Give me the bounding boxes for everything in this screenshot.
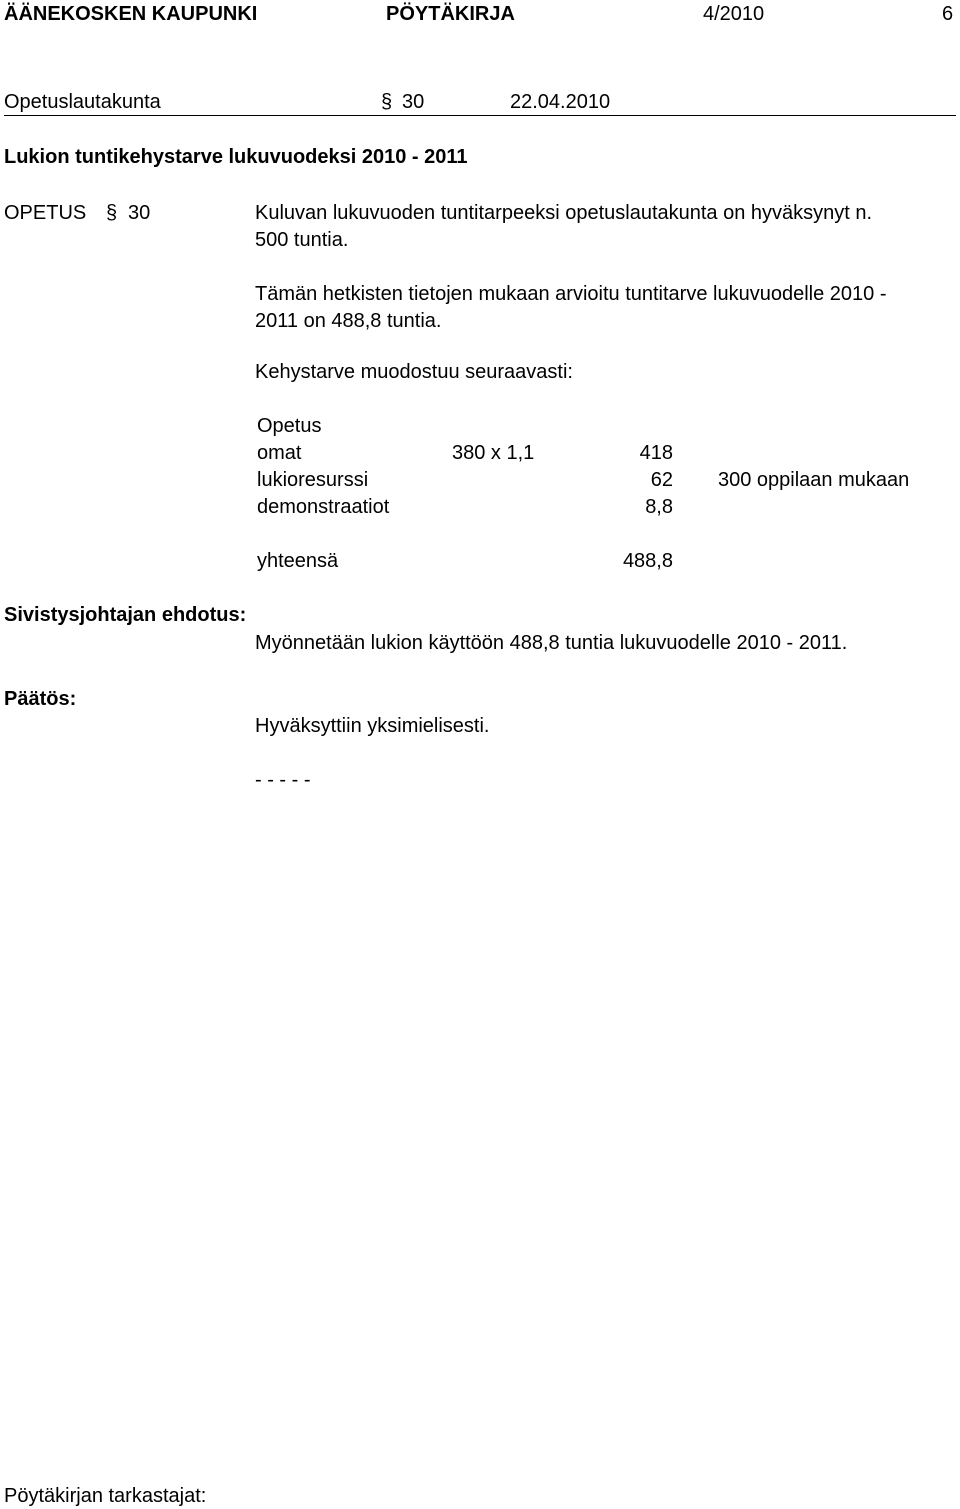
paragraph-1-line-2: 500 tuntia. — [255, 229, 349, 251]
meeting-date: 22.04.2010 — [510, 91, 611, 113]
item-section-symbol-icon: § — [106, 202, 118, 224]
decision-label: Päätös: — [4, 688, 77, 710]
row-calc: 380 x 1,1 — [452, 442, 535, 464]
row-label: lukioresurssi — [257, 469, 369, 491]
row-label: demonstraatiot — [257, 496, 390, 518]
paragraph-3: Kehystarve muodostuu seuraavasti: — [255, 361, 573, 383]
row-value: 418 — [639, 442, 673, 464]
row-value: 62 — [650, 469, 673, 491]
paragraph-2-line-2: 2011 on 488,8 tuntia. — [255, 310, 442, 332]
meeting-section-number: 30 — [402, 91, 425, 113]
organization-name: ÄÄNEKOSKEN KAUPUNKI — [4, 3, 258, 25]
total-label: yhteensä — [257, 550, 339, 572]
footer-reviewers-label: Pöytäkirjan tarkastajat: — [4, 1485, 207, 1507]
document-type: PÖYTÄKIRJA — [386, 3, 515, 25]
breakdown-heading: Opetus — [257, 415, 322, 437]
proposal-label: Sivistysjohtajan ehdotus: — [4, 604, 247, 626]
meeting-body: Opetuslautakunta — [4, 91, 161, 113]
decision-text: Hyväksyttiin yksimielisesti. — [255, 715, 490, 737]
separator-dashes: - - - - - — [255, 769, 311, 791]
meeting-underline — [4, 115, 956, 116]
row-value: 8,8 — [645, 496, 673, 518]
row-label: omat — [257, 442, 302, 464]
document-number: 4/2010 — [703, 3, 765, 25]
paragraph-1-line-1: Kuluvan lukuvuoden tuntitarpeeksi opetuslautakunta on hyväksynyt n. — [255, 202, 873, 224]
section-symbol-icon: § — [381, 91, 393, 113]
row-note: 300 oppilaan mukaan — [718, 469, 910, 491]
proposal-text: Myönnetään lukion käyttöön 488,8 tuntia lukuvuodelle 2010 - 2011. — [255, 632, 848, 654]
item-label: OPETUS — [4, 202, 87, 224]
page-title: Lukion tuntikehystarve lukuvuodeksi 2010 - 2011 — [4, 146, 468, 168]
item-section-number: 30 — [128, 202, 151, 224]
paragraph-2-line-1: Tämän hetkisten tietojen mukaan arvioitu tuntitarve lukuvuodelle 2010 - — [255, 283, 887, 305]
total-value: 488,8 — [622, 550, 673, 572]
page-number: 6 — [942, 3, 954, 25]
